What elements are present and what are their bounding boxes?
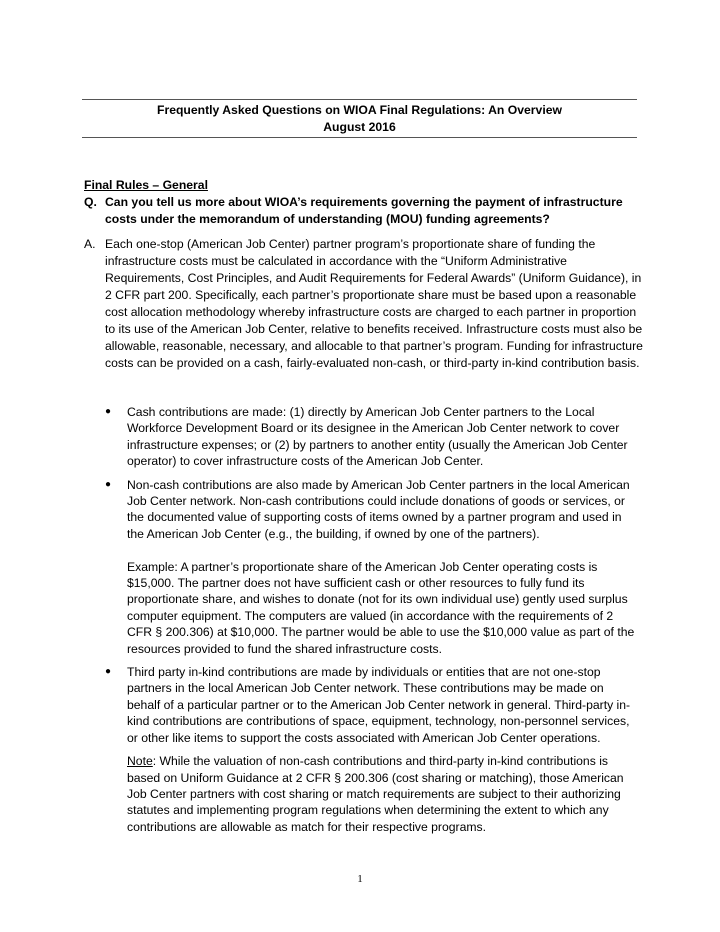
list-item-non-cash: [105, 477, 635, 657]
question-text: Can you tell us more about WIOA’s requirements governing the payment of infrastructure costs under the memorandum of understanding (MOU) funding agreements?: [105, 195, 623, 226]
document-date: August 2016: [323, 120, 396, 134]
note-paragraph: [127, 753, 635, 835]
header-top-rule: [82, 99, 637, 100]
answer-text: Each one-stop (American Job Center) partner program’s proportionate share of funding the infrastructure costs must be calculated in accordance with the “Uniform Administrative Requirements, Cost Principles, and Audit Requirements for Federal Awards” (Uniform Guidance), in 2 CFR part 200. Specifically, each partner’s proportionate share must be based upon a reasonable cost allocation methodology whereby infrastructure costs are charged to each partner in proportion to its use of the American Job Center, relative to benefits received. Infrastructure costs must also be allowable, reasonable, necessary, and allocable to that partner’s program. Funding for infrastructure costs can be provided on a cash, fairly-evaluated non-cash, or third-party in-kind contribution basis.: [105, 237, 643, 370]
bullet-icon: ●: [105, 478, 112, 490]
document-title: Frequently Asked Questions on WIOA Final Regulations: An Overview: [157, 103, 562, 117]
non-cash-contributions-text: Non-cash contributions are also made by American Job Center partners in the local American Job Center network. Non-cash contributions could include donations of goods or services, or the documented value of supporting costs of items owned by a partner program and used in the American Job Center (e.g., the building, if owned by one of the partners).: [127, 477, 630, 541]
faq-section: [84, 177, 644, 372]
third-party-contributions-text: Third party in-kind contributions are made by individuals or entities that are not one-stop partners in the local American Job Center network. These contributions may be made on behalf of a particular partner or to the American Job Center network in general. Third-party in-kind contributions are contributions of space, equipment, technology, non-personnel services, or other like items to support the costs associated with American Job Center operations.: [127, 665, 631, 745]
list-item-cash: [105, 404, 635, 470]
page-number: 1: [357, 873, 363, 885]
answer-marker: A.: [84, 237, 96, 251]
contribution-list: [105, 404, 635, 842]
example-paragraph: Example: A partner’s proportionate share of the American Job Center operating costs is $15,000. The partner does not have sufficient cash or other resources to fully fund its proportionate share, and wishes to donate (not for its own individual use) gently used surplus computer equipment. The computers are valued (in accordance with the requirements of 2 CFR § 200.306) at $10,000. The partner would be able to use the $10,000 value as part of the resources provided to fund the shared infrastructure costs.: [127, 559, 635, 656]
bullet-icon: ●: [105, 666, 112, 678]
answer: [84, 236, 644, 372]
section-title: Final Rules – General: [84, 178, 208, 192]
note-text: : While the valuation of non-cash contributions and third-party in-kind contributions is based on Uniform Guidance at 2 CFR § 200.306 (cost sharing or matching), those American Job Center partners with cost sharing or match requirements are subject to their authorizing statutes and implementing program regulations when determining the extent to which any contributions are allowable as match for their respective programs.: [127, 754, 624, 834]
bullet-icon: ●: [105, 406, 112, 417]
cash-contributions-text: Cash contributions are made: (1) directly by American Job Center partners to the Local Workforce Development Board or its designee in the American Job Center network to cover infrastructure expenses; or (2) by partners to another entity (usually the American Job Center operator) to cover infrastructure costs of the American Job Center.: [127, 405, 628, 469]
list-item-third-party: [105, 664, 635, 835]
question-marker: Q.: [84, 195, 97, 209]
question: [84, 194, 644, 228]
note-label: Note: [127, 754, 153, 769]
header-bottom-rule: [82, 137, 637, 138]
